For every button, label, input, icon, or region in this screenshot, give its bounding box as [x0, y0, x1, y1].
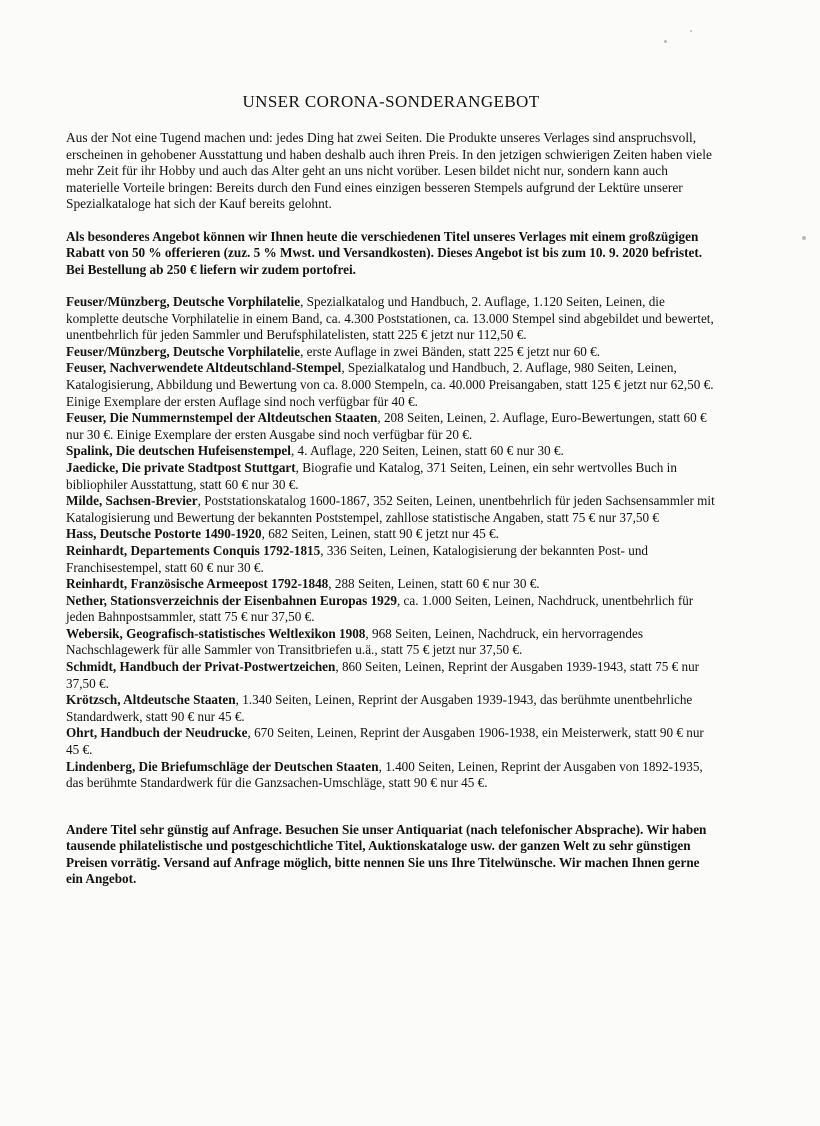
- entry-title: Spalink, Die deutschen Hufeisenstempel: [66, 443, 291, 459]
- list-item: [66, 759, 716, 792]
- entry-text: , 336 Seiten, Leinen, Katalogisierung der bekannten Post- und Franchisestempel, statt 60 € nur 30 €.: [66, 542, 649, 575]
- entry-title: Schmidt, Handbuch der Privat-Postwertzeichen: [66, 659, 336, 675]
- entry-title: Milde, Sachsen-Brevier: [66, 493, 198, 509]
- list-item: [66, 443, 716, 460]
- list-item: [66, 410, 716, 443]
- entry-text: , 860 Seiten, Leinen, Reprint der Ausgaben 1939-1943, statt 75 € nur 37,50 €.: [66, 659, 700, 691]
- entry-text: , erste Auflage in zwei Bänden, statt 225 € jetzt nur 60 €.: [300, 343, 601, 359]
- entry-text: , 288 Seiten, Leinen, statt 60 € nur 30 €.: [328, 576, 540, 592]
- list-item: [66, 692, 716, 725]
- entry-text: , 208 Seiten, Leinen, 2. Auflage, Euro-Bewertungen, statt 60 € nur 30 €. Einige Exemplare der ersten Ausgabe sind noch verfügbar für 20 €.: [66, 410, 707, 442]
- entry-text: , 670 Seiten, Leinen, Reprint der Ausgaben 1906-1938, ein Meisterwerk, statt 90 € nur 45 €.: [66, 725, 704, 758]
- entry-title: Feuser, Nachverwendete Altdeutschland-Stempel: [66, 360, 342, 376]
- list-item: [66, 526, 716, 543]
- list-item: [66, 493, 716, 526]
- document-page: [66, 92, 716, 888]
- entry-text: , Biografie und Katalog, 371 Seiten, Leinen, ein sehr wertvolles Buch in bibliophiler Ausstattung, statt 60 € nur 30 €.: [66, 459, 677, 492]
- list-item: [66, 725, 716, 758]
- list-item: [66, 460, 716, 493]
- entry-text: , Spezialkatalog und Handbuch, 2. Auflage, 1.120 Seiten, Leinen, die komplette deutsche Vorphilatelie in einem Band, ca. 4.300 Poststationen, ca. 13.000 Stempel sind abgebildet und bewertet, unentbehrlich für jeden Sammler und Berufsphilatelisten, statt 225 € jetzt nur 112,50 €.: [66, 294, 714, 343]
- entry-title: Krötzsch, Altdeutsche Staaten: [66, 692, 236, 708]
- entry-title: Reinhardt, Französische Armeepost 1792-1848: [66, 576, 329, 592]
- list-item: [66, 659, 716, 692]
- list-item: [66, 593, 716, 626]
- closing-paragraph: Andere Titel sehr günstig auf Anfrage. Besuchen Sie unser Antiquariat (nach telefonischer Absprache). Wir haben tausende philatelistische und postgeschichtliche Titel, Auktionskataloge usw. der ganzen Welt zu sehr günstigen Preisen vorrätig. Versand auf Anfrage möglich, bitte nennen Sie uns Ihre Titelwünsche. Wir machen Ihnen gerne ein Angebot.: [66, 821, 707, 887]
- entry-text: , ca. 1.000 Seiten, Leinen, Nachdruck, unentbehrlich für jeden Bahnpostsammler, statt 75 € nur 37,50 €.: [66, 592, 694, 625]
- list-item: [66, 543, 716, 576]
- offer-paragraph: Als besonderes Angebot können wir Ihnen heute die verschiedenen Titel unseres Verlages mit einem großzügigen Rabatt von 50 % offerieren (zuz. 5 % Mwst. und Versandkosten). Dieses Angebot ist bis zum 10. 9. 2020 befristet. Bei Bestellung ab 250 € liefern wir zudem portofrei.: [66, 228, 703, 277]
- scan-speck: [802, 236, 806, 240]
- entry-text: , 1.340 Seiten, Leinen, Reprint der Ausgaben 1939-1943, das berühmte unentbehrliche Standardwerk, statt 90 € nur 45 €.: [66, 692, 693, 724]
- scan-speck: [690, 30, 692, 32]
- entry-text: , 682 Seiten, Leinen, statt 90 € jetzt nur 45 €.: [261, 526, 499, 542]
- entry-title: Feuser/Münzberg, Deutsche Vorphilatelie: [66, 294, 301, 309]
- entry-text: , 4. Auflage, 220 Seiten, Leinen, statt 60 € nur 30 €.: [290, 443, 564, 459]
- entry-text: , 968 Seiten, Leinen, Nachdruck, ein hervorragendes Nachschlagewerk für alle Sammler von Transitbriefen u.ä., statt 75 € jetzt nur 37,50 €.: [66, 625, 643, 658]
- scan-speck: [664, 40, 667, 43]
- entry-title: Ohrt, Handbuch der Neudrucke: [66, 725, 248, 741]
- entry-text: , Poststationskatalog 1600-1867, 352 Seiten, Leinen, unentbehrlich für jeden Sachsensammler mit Katalogisierung und Bewertung der bekannten Poststempel, zahllose statistische Angaben, statt 75 € nur 37,50 €: [66, 493, 715, 525]
- entry-text: , Spezialkatalog und Handbuch, 2. Auflage, 980 Seiten, Leinen, Katalogisierung, Abbildung und Bewertung von ca. 8.000 Stempeln, ca. 40.000 Preisangaben, statt 125 € jetzt nur 62,50 €. Einige Exemplare der ersten Auflage sind noch verfügbar für 40 €.: [66, 360, 714, 409]
- entry-title: Feuser, Die Nummernstempel der Altdeutschen Staaten: [66, 410, 378, 426]
- intro-paragraph: Aus der Not eine Tugend machen und: jedes Ding hat zwei Seiten. Die Produkte unseres Verlages sind anspruchsvoll, erscheinen in gehobener Ausstattung und haben deshalb auch ihren Preis. In den jetzigen schwierigen Zeiten haben viele mehr Zeit für ihr Hobby und auch das Alter geht an uns nicht vorüber. Lesen bildet nicht nur, sondern kann auch materielle Vorteile bringen: Bereits durch den Fund eines einzigen besseren Stempels aufgrund der Lektüre unserer Spezialkataloge hat sich der Kauf bereits gelohnt.: [66, 130, 712, 211]
- entry-title: Webersik, Geografisch-statistisches Weltlexikon 1908: [66, 625, 366, 641]
- entry-title: Nether, Stationsverzeichnis der Eisenbahnen Europas 1929: [66, 592, 397, 608]
- entry-title: Reinhardt, Departements Conquis 1792-1815: [66, 542, 321, 558]
- title-list: [66, 294, 716, 792]
- list-item: [66, 294, 716, 344]
- entry-title: Jaedicke, Die private Stadtpost Stuttgart: [66, 459, 296, 475]
- entry-text: , 1.400 Seiten, Leinen, Reprint der Ausgaben von 1892-1935, das berühmte Standardwerk für die Ganzsachen-Umschläge, statt 90 € nur 45 €.: [66, 758, 703, 791]
- list-item: [66, 344, 716, 361]
- page-title: UNSER CORONA-SONDERANGEBOT: [242, 92, 540, 111]
- entry-title: Lindenberg, Die Briefumschläge der Deutschen Staaten: [66, 758, 379, 774]
- list-item: [66, 360, 716, 410]
- entry-title: Hass, Deutsche Postorte 1490-1920: [66, 526, 262, 542]
- entry-title: Feuser/Münzberg, Deutsche Vorphilatelie: [66, 343, 301, 359]
- list-item: [66, 576, 716, 593]
- list-item: [66, 626, 716, 659]
